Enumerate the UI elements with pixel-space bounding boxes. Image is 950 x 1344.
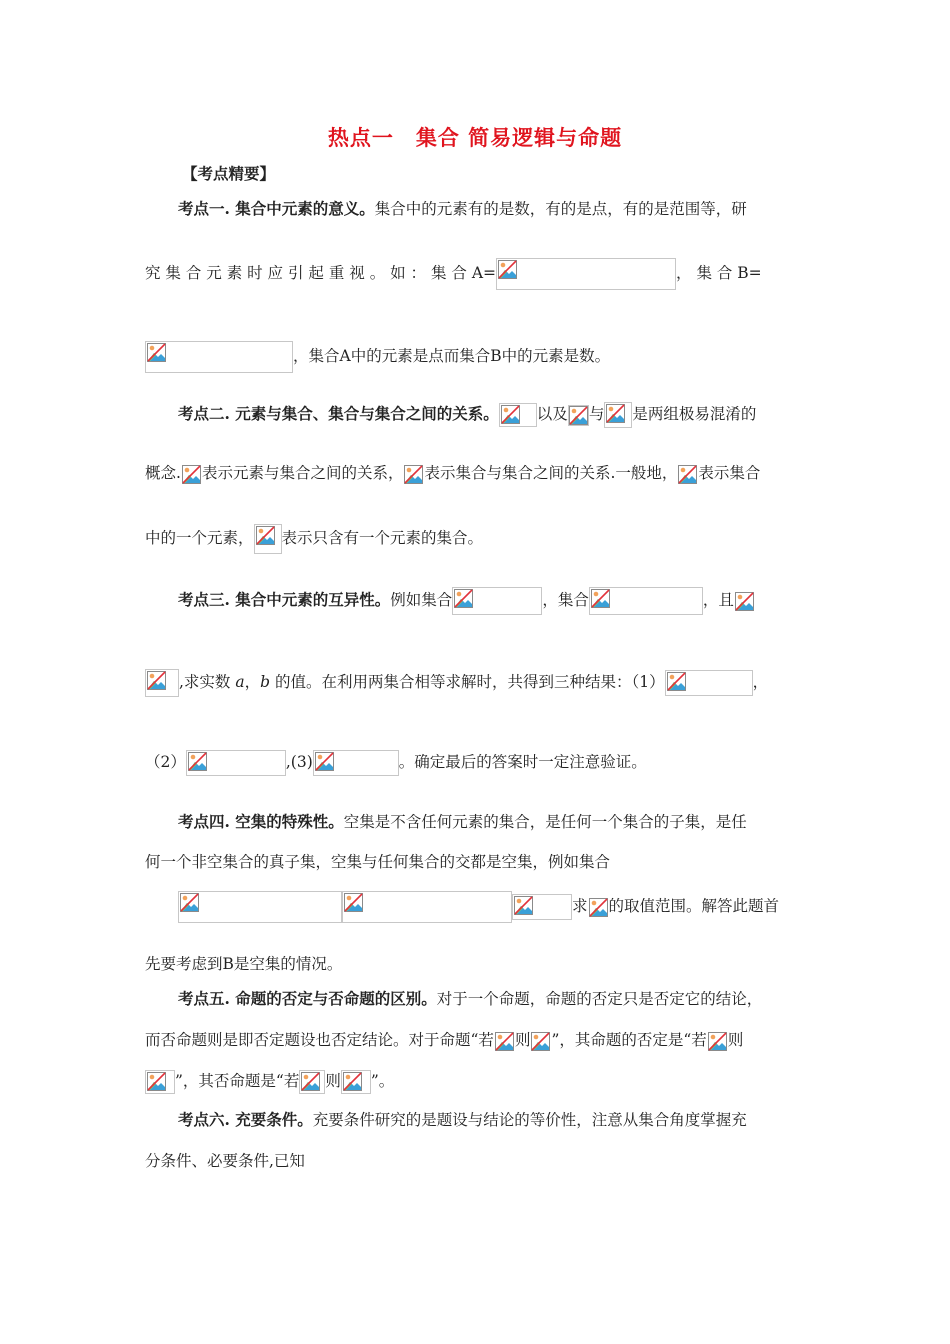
point-5-line-2: [145, 1029, 743, 1052]
image-placeholder-icon: [145, 1070, 175, 1094]
point-2-text-2a: 概念.: [145, 464, 181, 482]
point-4-line-3: [178, 891, 779, 923]
point-6-line-2: 分条件、必要条件,已知: [145, 1152, 305, 1170]
point-5-text-2b: 则: [514, 1031, 531, 1049]
point-3-line-1: [178, 587, 755, 615]
point-3-text-1a: 例如集合: [390, 591, 453, 609]
image-placeholder-icon: [530, 1031, 551, 1052]
image-placeholder-icon: [299, 1070, 325, 1094]
point-2-line-1: [178, 402, 756, 428]
image-placeholder-icon: [186, 750, 286, 776]
point-2-text-2d: 表示集合: [698, 464, 761, 482]
image-placeholder-icon: [342, 891, 512, 923]
image-placeholder-icon: [254, 524, 282, 554]
point-2-title: 考点二. 元素与集合、集合与集合之间的关系。: [178, 404, 499, 423]
point-2-text-2b: 表示元素与集合之间的关系，: [201, 464, 404, 482]
point-3-text-3b: ,(3): [285, 753, 313, 771]
image-placeholder-icon: [178, 891, 342, 923]
image-placeholder-icon: [452, 587, 542, 615]
point-2-text-1a: 以及: [536, 405, 568, 423]
point-3-text-2a: ,求实数: [179, 673, 236, 691]
point-1-line-3: [145, 341, 610, 373]
point-3-title: 考点三. 集合中元素的互异性。: [178, 590, 391, 609]
point-4-text-3b: 的取值范围。解答此题首: [608, 897, 780, 915]
image-placeholder-icon: [181, 464, 202, 485]
point-3-line-3: [145, 750, 647, 776]
point-3-text-3a: （2）: [145, 753, 186, 771]
point-5-text-1: 对于一个命题，命题的否定只是否定它的结论，: [436, 990, 763, 1008]
point-4-text-3a: 求: [572, 897, 588, 915]
point-1-text-1: 集合中的元素有的是数，有的是点，有的是范围等，研: [374, 200, 747, 218]
image-placeholder-icon: [499, 403, 537, 427]
point-5-text-2a: 而否命题则是即否定题设也否定结论。对于命题“若: [145, 1031, 494, 1049]
point-3-text-1b: ，集合: [542, 591, 589, 609]
image-placeholder-icon: [588, 897, 609, 918]
image-placeholder-icon: [145, 341, 293, 373]
var-b: b: [260, 673, 271, 691]
point-6-text-1: 充要条件研究的是题设与结论的等价性，注意从集合角度掌握充: [312, 1111, 747, 1129]
point-4-text-1: 空集是不含任何元素的集合，是任何一个集合的子集，是任: [343, 813, 747, 831]
point-3-line-2: [145, 669, 768, 697]
image-placeholder-icon: [341, 1070, 371, 1094]
point-1-text-2b: ， 集 合 B=: [676, 264, 762, 282]
image-placeholder-icon: [512, 894, 572, 920]
point-1-text-3: ，集合A中的元素是点而集合B中的元素是数。: [293, 347, 611, 365]
image-placeholder-icon: [665, 670, 753, 696]
point-2-text-3a: 中的一个元素，: [145, 529, 254, 547]
image-placeholder-icon: [604, 402, 632, 428]
point-1-text-2a: 究 集 合 元 素 时 应 引 起 重 视 。 如 ： 集 合 A=: [145, 264, 497, 282]
point-2-text-1c: 是两组极易混淆的: [632, 405, 757, 423]
point-4-title: 考点四. 空集的特殊性。: [178, 812, 344, 831]
page-title: 热点一 集合 简易逻辑与命题: [327, 125, 623, 150]
point-4-line-1: [178, 811, 747, 833]
var-a: a: [235, 673, 245, 691]
point-3-text-2c: 的值。在利用两集合相等求解时，共得到三种结果：（1）: [270, 673, 665, 691]
image-placeholder-icon: [145, 669, 179, 697]
point-3-text-3c: 。确定最后的答案时一定注意验证。: [398, 753, 647, 771]
point-2-line-3: [145, 524, 483, 554]
point-3-text-2d: ，: [752, 673, 769, 691]
point-4-line-4: 先要考虑到B是空集的情况。: [145, 955, 343, 973]
point-1-title: 考点一. 集合中元素的意义。: [178, 199, 375, 218]
image-placeholder-icon: [568, 405, 589, 426]
image-placeholder-icon: [496, 258, 676, 290]
point-5-text-3b: 则: [325, 1072, 341, 1090]
point-5-text-2d: 则: [727, 1031, 744, 1049]
image-placeholder-icon: [707, 1031, 728, 1052]
image-placeholder-icon: [494, 1031, 515, 1052]
point-5-text-2c: ”，其命题的否定是“若: [551, 1031, 707, 1049]
point-6-line-1: [178, 1109, 747, 1131]
point-2-line-2: [145, 462, 760, 485]
point-6-title: 考点六. 充要条件。: [178, 1110, 313, 1129]
point-1-line-1: [178, 198, 747, 220]
image-placeholder-icon: [589, 587, 703, 615]
point-5-line-3: [145, 1070, 394, 1094]
point-2-text-2c: 表示集合与集合之间的关系.一般地，: [424, 464, 678, 482]
point-2-text-3b: 表示只含有一个元素的集合。: [281, 529, 484, 547]
section-header: 【考点精要】: [182, 164, 276, 183]
point-5-text-3c: ”。: [370, 1072, 395, 1090]
point-2-text-1b: 与: [588, 405, 605, 423]
point-5-title: 考点五. 命题的否定与否命题的区别。: [178, 989, 437, 1008]
point-1-line-2: [145, 258, 762, 290]
image-placeholder-icon: [734, 591, 755, 612]
point-5-line-1: [178, 988, 762, 1010]
image-placeholder-icon: [403, 464, 424, 485]
image-placeholder-icon: [677, 464, 698, 485]
point-3-text-1c: ，且: [702, 591, 734, 609]
image-placeholder-icon: [313, 750, 399, 776]
point-5-text-3a: ”，其否命题是“若: [175, 1072, 300, 1090]
point-3-text-2b: ，: [244, 673, 261, 691]
point-4-line-2: 何一个非空集合的真子集，空集与任何集合的交都是空集，例如集合: [145, 853, 611, 871]
